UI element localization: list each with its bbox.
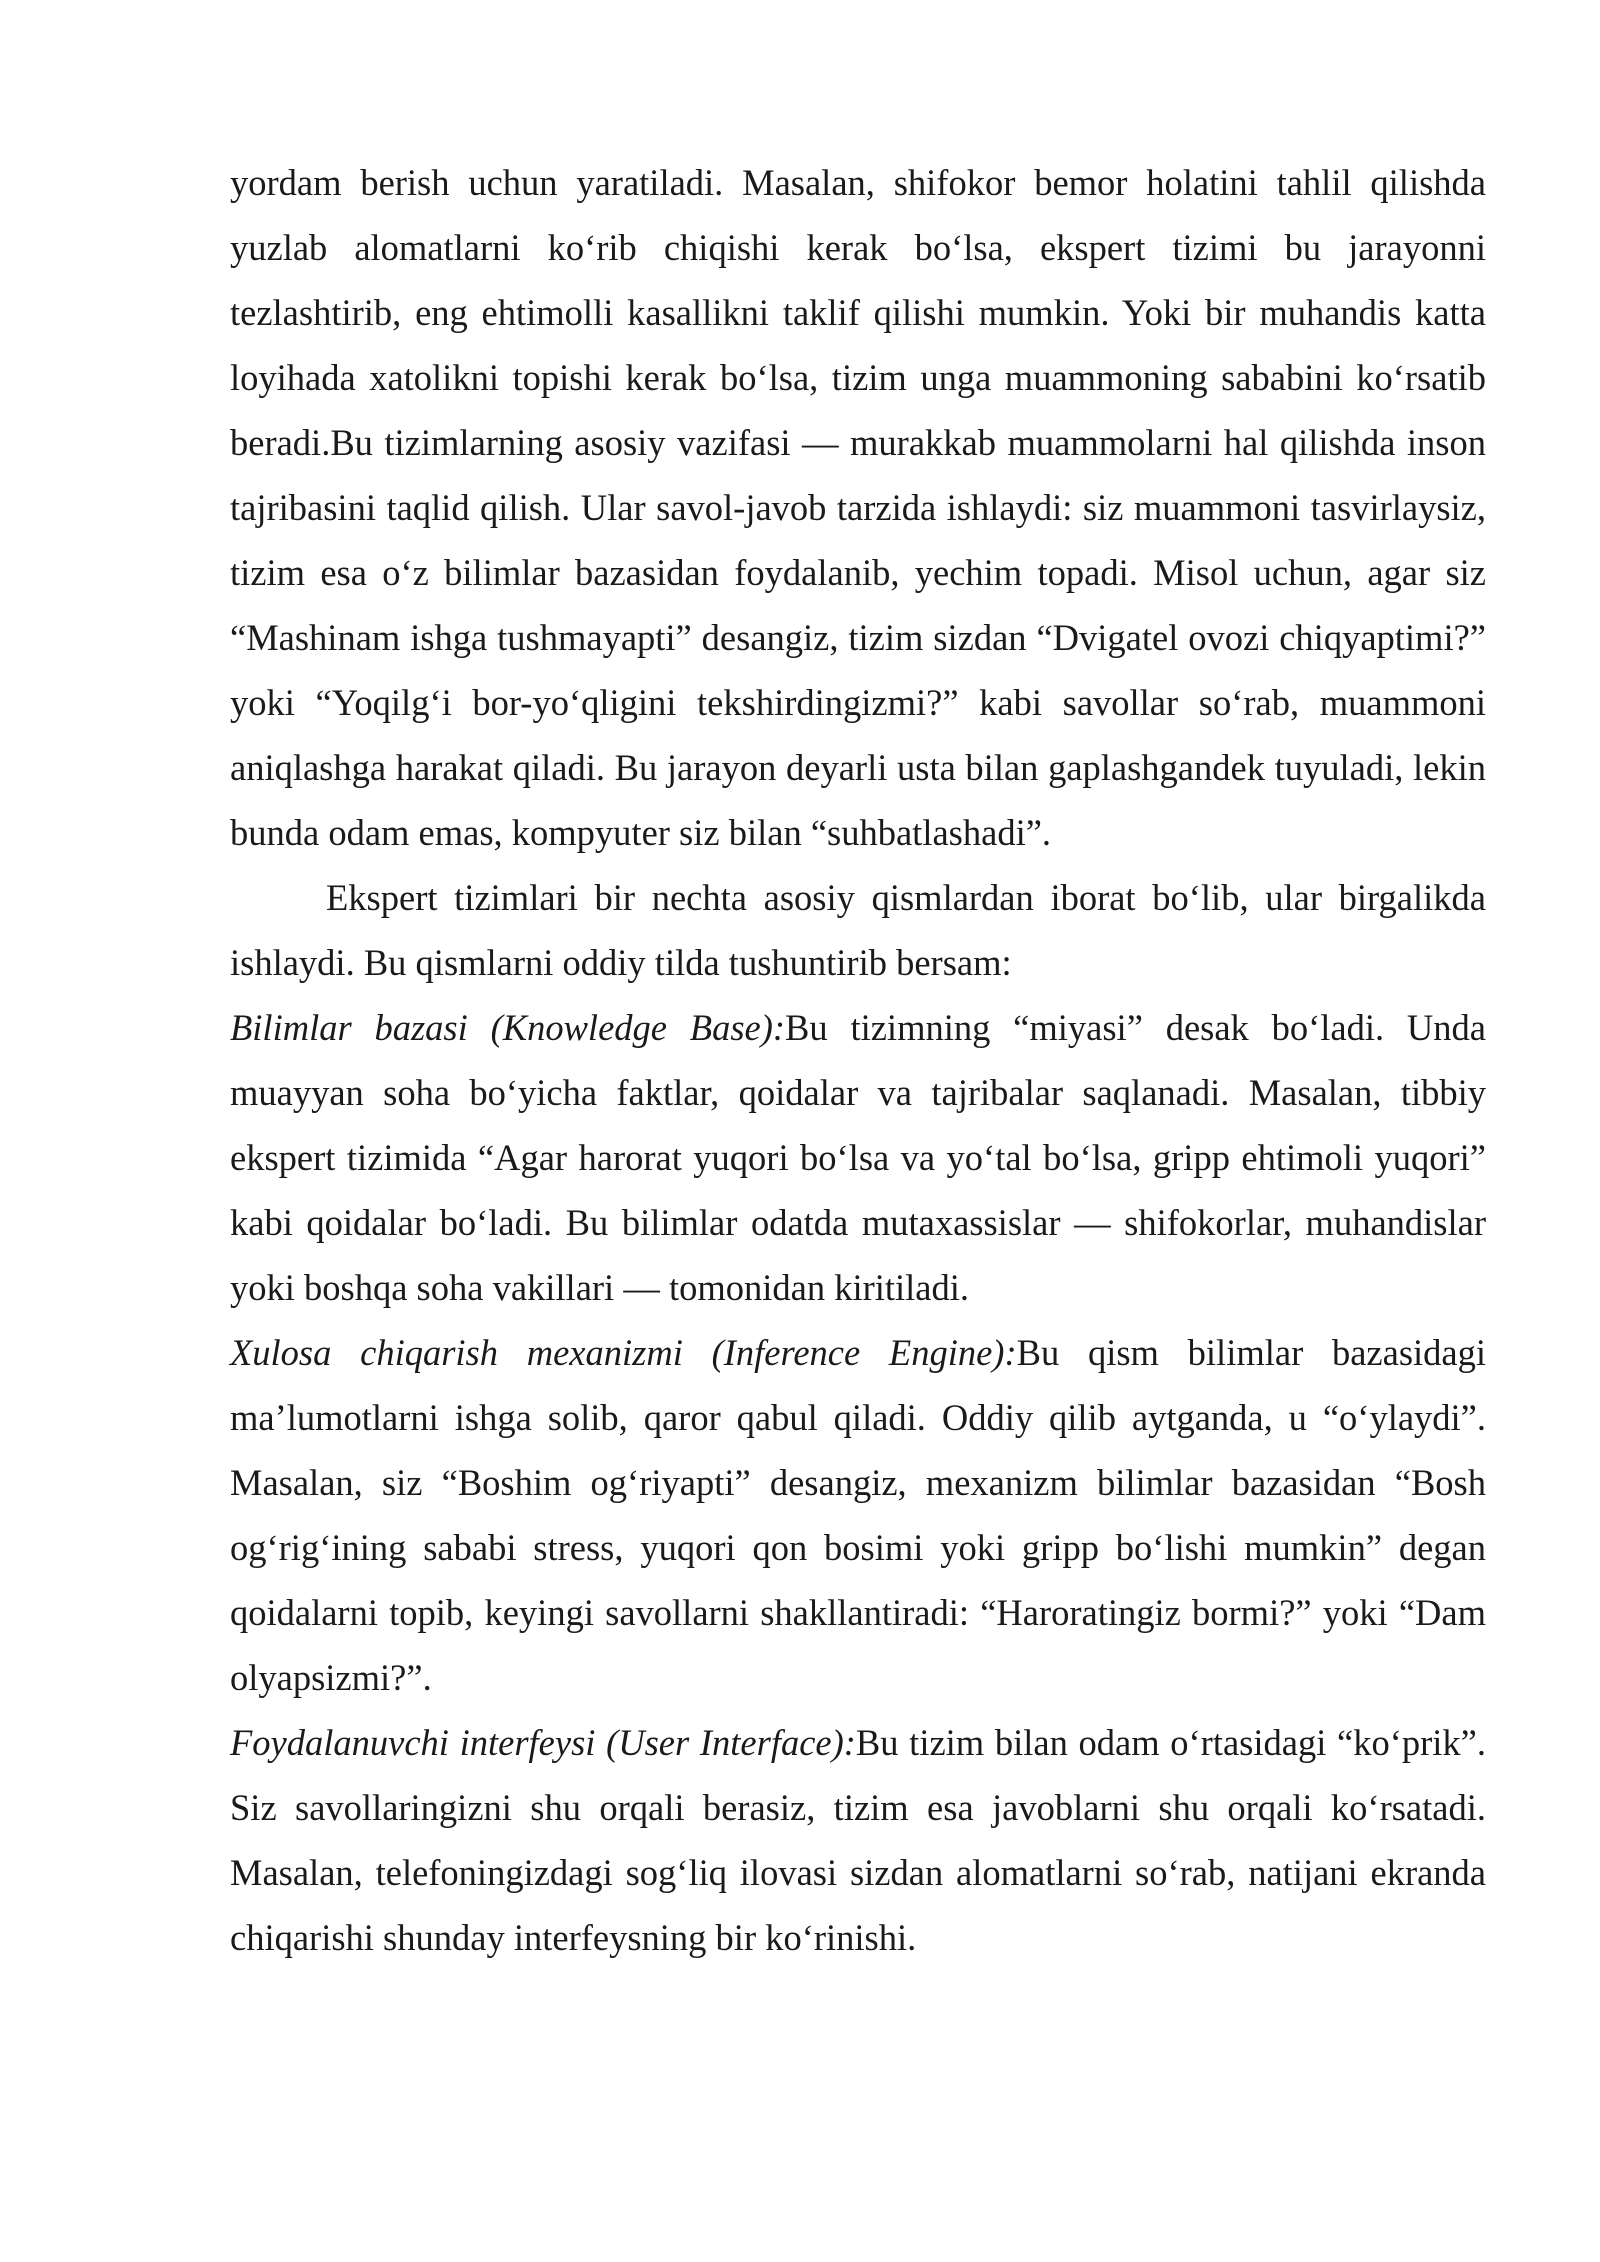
paragraph-intro: yordam berish uchun yaratiladi. Masalan, shifokor bemor holatini tahlil qilishda yuzlab alomatlarni ko‘rib chiqishi kerak bo‘lsa, ekspert tizimi bu jarayonni tezlashtirib, eng ehtimolli kasallikni taklif qilishi mumkin. Yoki bir muhandis katta loyihada xatolikni topishi kerak bo‘lsa, tizim unga muammoning sababini ko‘rsatib beradi.Bu tizimlarning asosiy vazifasi — murakkab muammolarni hal qilishda inson tajribasini taqlid qilish. Ular savol-javob tarzida ishlaydi: siz muammoni tasvirlaysiz, tizim esa o‘z bilimlar bazasidan foydalanib, yechim topadi. Misol uchun, agar siz “Mashinam ishga tushmayapti” desangiz, tizim sizdan “Dvigatel ovozi chiqyaptimi?” yoki “Yoqilg‘i bor-yo‘qligini tekshirdingizmi?” kabi savollar so‘rab, muammoni aniqlashga harakat qiladi. Bu jarayon deyarli usta bilan gaplashgandek tuyuladi, lekin bunda odam emas, kompyuter siz bilan “suhbatlashadi”. (230, 162, 1486, 853)
paragraph-inference-engine (230, 1320, 1486, 1710)
paragraph-knowledge-base (230, 995, 1486, 1320)
term-inference-engine: Xulosa chiqarish mexanizmi (Inference Engine): (230, 1332, 1017, 1373)
paragraph-components: Ekspert tizimlari bir nechta asosiy qismlardan iborat bo‘lib, ular birgalikda ishlaydi. Bu qismlarni oddiy tilda tushuntirib bersam: (230, 877, 1486, 983)
text-user-interface: Bu tizim bilan odam o‘rtasidagi “ko‘prik”. Siz savollaringizni shu orqali berasiz, tizim esa javoblarni shu orqali ko‘rsatadi. Masalan, telefoningizdagi sog‘liq ilovasi sizdan alomatlarni so‘rab, natijani ekranda chiqarishi shunday interfeysning bir ko‘rinishi. (230, 1722, 1486, 1958)
paragraph-user-interface (230, 1710, 1486, 1970)
term-user-interface: Foydalanuvchi interfeysi (User Interface): (230, 1722, 856, 1763)
document-page (230, 150, 1486, 1970)
text-inference-engine: Bu qism bilimlar bazasidagi ma’lumotlarni ishga solib, qaror qabul qiladi. Oddiy qilib aytganda, u “o‘ylaydi”. Masalan, siz “Boshim og‘riyapti” desangiz, mexanizm bilimlar bazasidan “Bosh og‘rig‘ining sababi stress, yuqori qon bosimi yoki gripp bo‘lishi mumkin” degan qoidalarni topib, keyingi savollarni shakllantiradi: “Haroratingiz bormi?” yoki “Dam olyapsizmi?”. (230, 1332, 1487, 1698)
text-knowledge-base: Bu tizimning “miyasi” desak bo‘ladi. Unda muayyan soha bo‘yicha faktlar, qoidalar va tajribalar saqlanadi. Masalan, tibbiy ekspert tizimida “Agar harorat yuqori bo‘lsa va yo‘tal bo‘lsa, gripp ehtimoli yuqori” kabi qoidalar bo‘ladi. Bu bilimlar odatda mutaxassislar — shifokorlar, muhandislar yoki boshqa soha vakillari — tomonidan kiritiladi. (230, 1007, 1486, 1308)
term-knowledge-base: Bilimlar bazasi (Knowledge Base): (230, 1007, 786, 1048)
